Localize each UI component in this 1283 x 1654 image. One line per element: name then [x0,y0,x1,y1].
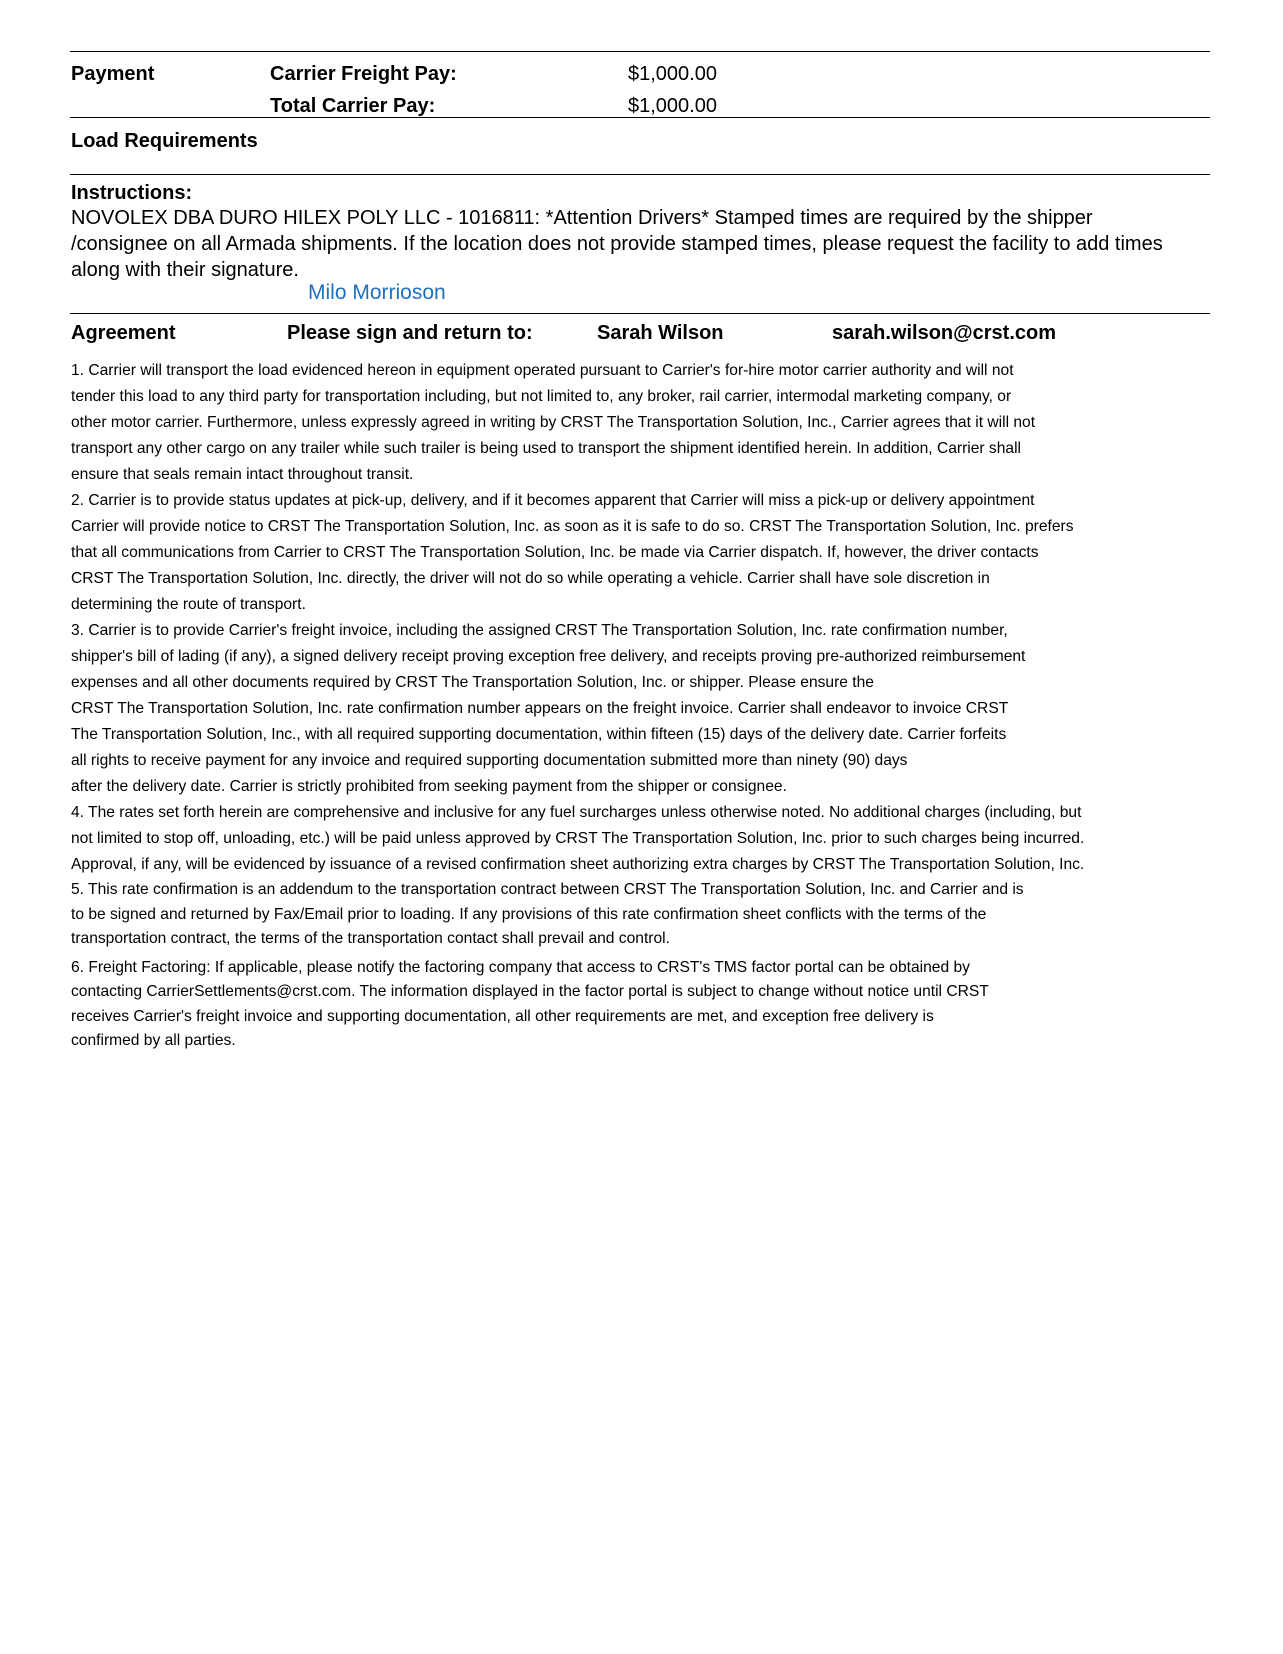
clause-line: 1. Carrier will transport the load evidenced hereon in equipment operated pursuant to Carrier's for-hire motor carrier authority and will not [71,362,1014,379]
clause-line: The Transportation Solution, Inc., with all required supporting documentation, within fifteen (15) days of the delivery date. Carrier forfeits [71,726,1007,743]
divider-load-requirements-bottom [70,174,1210,175]
clause-line: 2. Carrier is to provide status updates at pick-up, delivery, and if it becomes apparent that Carrier will miss a pick-up or delivery appointment [71,492,1035,509]
clause-line: ensure that seals remain intact throughout transit. [71,466,414,483]
clause-line: that all communications from Carrier to CRST The Transportation Solution, Inc. be made via Carrier dispatch. If, however, the driver contacts [71,544,1039,561]
clause-line: not limited to stop off, unloading, etc.) will be paid unless approved by CRST The Transportation Solution, Inc. prior to such charges being incurred. [71,830,1085,847]
clause-line: other motor carrier. Furthermore, unless expressly agreed in writing by CRST The Transportation Solution, Inc., Carrier agrees that it will not [71,414,1036,431]
clause-line: to be signed and returned by Fax/Email prior to loading. If any provisions of this rate confirmation sheet conflicts with the terms of the [71,905,987,923]
agreement-clause-2 [71,488,1231,618]
clause-line: all rights to receive payment for any invoice and required supporting documentation submitted more than ninety (90) days [71,752,908,769]
contact-email[interactable]: sarah.wilson@crst.com [832,322,1057,344]
clause-line: transport any other cargo on any trailer while such trailer is being used to transport the shipment identified herein. In addition, Carrier shall [71,440,1021,457]
total-pay-label: Total Carrier Pay: [270,95,436,117]
clause-line: expenses and all other documents required by CRST The Transportation Solution, Inc. or shipper. Please ensure the [71,674,874,691]
clause-line: transportation contract, the terms of the transportation contact shall prevail and control. [71,930,670,947]
agreement-clause-3 [71,618,1231,800]
contact-name: Sarah Wilson [597,322,724,344]
freight-pay-label: Carrier Freight Pay: [270,63,457,85]
clause-line: CRST The Transportation Solution, Inc. rate confirmation number appears on the freight invoice. Carrier shall endeavor to invoice CRST [71,700,1009,717]
sign-return-label: Please sign and return to: [287,322,533,344]
divider-top [70,51,1210,52]
agreement-clause-5 [71,878,1231,952]
clause-line: shipper's bill of lading (if any), a signed delivery receipt proving exception free delivery, and receipts proving pre-authorized reimbursement [71,648,1026,665]
signature: Milo Morrioson [308,281,446,304]
agreement-clause-6 [71,956,1231,1054]
clause-line: receives Carrier's freight invoice and supporting documentation, all other requirements are met, and exception free delivery is [71,1007,934,1025]
freight-pay-value: $1,000.00 [628,63,717,85]
clause-line: 3. Carrier is to provide Carrier's freight invoice, including the assigned CRST The Transportation Solution, Inc. rate confirmation number, [71,622,1008,639]
clause-line: after the delivery date. Carrier is strictly prohibited from seeking payment from the shipper or consignee. [71,778,787,795]
total-pay-value: $1,000.00 [628,95,717,117]
clause-line: 4. The rates set forth herein are comprehensive and inclusive for any fuel surcharges unless otherwise noted. No additional charges (including, but [71,804,1082,821]
agreement-terms [71,358,1231,1054]
agreement-clause-4 [71,800,1231,878]
clause-line: Carrier will provide notice to CRST The Transportation Solution, Inc. as soon as it is safe to do so. CRST The Transportation Solution, Inc. prefers [71,518,1074,535]
payment-section-label: Payment [71,63,155,85]
divider-instructions-bottom [70,313,1210,314]
clause-line: 5. This rate confirmation is an addendum to the transportation contract between CRST The Transportation Solution, Inc. and Carrier and is [71,881,1024,898]
load-requirements-label: Load Requirements [71,130,258,152]
clause-line: contacting CarrierSettlements@crst.com. The information displayed in the factor portal is subject to change without notice until CRST [71,983,989,1000]
clause-line: CRST The Transportation Solution, Inc. directly, the driver will not do so while operating a vehicle. Carrier shall have sole discretion in [71,570,990,587]
agreement-section-label: Agreement [71,322,176,344]
clause-line: Approval, if any, will be evidenced by issuance of a revised confirmation sheet authorizing extra charges by CRST The Transportation Solution, Inc. [71,856,1085,873]
clause-line: determining the route of transport. [71,596,306,613]
clause-line: 6. Freight Factoring: If applicable, please notify the factoring company that access to CRST's TMS factor portal can be obtained by [71,958,970,976]
clause-line: confirmed by all parties. [71,1032,236,1049]
agreement-clause-1 [71,358,1231,488]
instructions-text: NOVOLEX DBA DURO HILEX POLY LLC - 1016811: *Attention Drivers* Stamped times are required by the shipper /consignee on all Armada shipments. If the location does not provide stamped times, please request the facility to add times along with their signature. [71,207,1163,281]
instructions-label: Instructions: [71,182,193,204]
clause-line: tender this load to any third party for transportation including, but not limited to, any broker, rail carrier, intermodal marketing company, or [71,388,1012,405]
